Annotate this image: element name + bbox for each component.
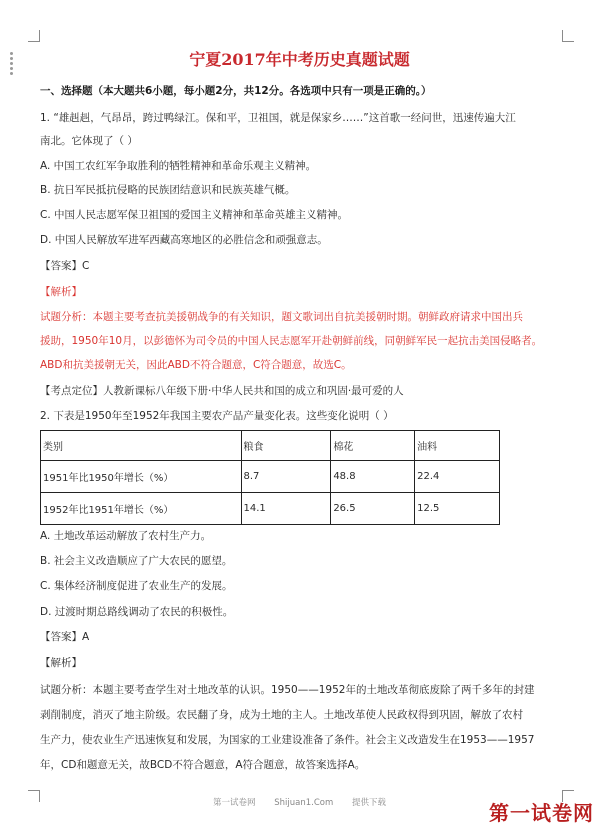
q2-option-d: D. 过渡时期总路线调动了农民的积极性。 bbox=[40, 606, 234, 618]
q2-option-b: B. 社会主义改造顺应了广大农民的愿望。 bbox=[40, 555, 233, 567]
table-cell: 1952年比1951年增长（%） bbox=[41, 493, 242, 525]
production-table bbox=[40, 430, 500, 525]
table-header-row bbox=[41, 431, 500, 461]
q1-option-a: A. 中国工农红军争取胜利的牺牲精神和革命乐观主义精神。 bbox=[40, 160, 317, 172]
page-title: 宁夏2017年中考历史真题试题 bbox=[189, 50, 410, 69]
q1-key-point: 【考点定位】人教新课标八年级下册·中华人民共和国的成立和巩固·最可爱的人 bbox=[40, 385, 404, 397]
q1-analysis-label: 【解析】 bbox=[40, 286, 82, 298]
table-header-cell: 油料 bbox=[415, 431, 500, 461]
q2-option-a: A. 土地改革运动解放了农村生产力。 bbox=[40, 530, 212, 542]
q2-analysis-line4: 年，CD和题意无关，故BCD不符合题意，A符合题意，故答案选择A。 bbox=[40, 759, 366, 771]
q1-answer: 【答案】C bbox=[40, 260, 90, 272]
q1-option-c: C. 中国人民志愿军保卫祖国的爱国主义精神和革命英雄主义精神。 bbox=[40, 209, 349, 221]
q1-option-b: B. 抗日军民抵抗侵略的民族团结意识和民族英雄气概。 bbox=[40, 184, 296, 196]
q2-analysis-line3: 生产力，使农业生产迅速恢复和发展，为国家的工业建设准备了条件。社会主义改造发生在1953——1957 bbox=[40, 734, 535, 746]
table-header-cell: 棉花 bbox=[331, 431, 415, 461]
table-header-cell: 类别 bbox=[41, 431, 242, 461]
q1-stem-line2: 南北。它体现了（ ） bbox=[40, 135, 138, 147]
brand-watermark: 第一试卷网 bbox=[489, 801, 594, 825]
q2-analysis-line1: 试题分析：本题主要考查学生对土地改革的认识。1950——1952年的土地改革彻底废除了两千多年的封建 bbox=[40, 684, 535, 696]
table-cell: 48.8 bbox=[331, 461, 415, 493]
table-cell: 8.7 bbox=[241, 461, 331, 493]
q1-analysis-line2: 援助，1950年10月，以彭德怀为司令员的中国人民志愿军开赴朝鲜前线，同朝鲜军民一起抗击美国侵略者。 bbox=[40, 335, 543, 347]
table-cell: 22.4 bbox=[415, 461, 500, 493]
table-cell: 1951年比1950年增长（%） bbox=[41, 461, 242, 493]
table-row bbox=[41, 461, 500, 493]
table-header-cell: 粮食 bbox=[241, 431, 331, 461]
footer-site-name: 第一试卷网 bbox=[213, 798, 256, 808]
q2-option-c: C. 集体经济制度促进了农业生产的发展。 bbox=[40, 580, 233, 592]
table-cell: 26.5 bbox=[331, 493, 415, 525]
q1-analysis-line3: ABD和抗美援朝无关，因此ABD不符合题意，C符合题意，故选C。 bbox=[40, 359, 352, 371]
crop-mark-top-left bbox=[28, 30, 40, 42]
table-cell: 14.1 bbox=[241, 493, 331, 525]
q1-stem-line1: 1. “雄赳赳，气昂昂，跨过鸭绿江。保和平，卫祖国，就是保家乡……”这首歌一经问世，迅速传遍大江 bbox=[40, 112, 516, 124]
table-row bbox=[41, 493, 500, 525]
q2-answer: 【答案】A bbox=[40, 631, 90, 643]
section-heading: 一、选择题（本大题共6小题，每小题2分，共12分。各选项中只有一项是正确的。） bbox=[40, 85, 432, 97]
q2-analysis-line2: 剥削制度，消灭了地主阶级。农民翻了身，成为土地的主人。土地改革使人民政权得到巩固，解放了农村 bbox=[40, 709, 523, 721]
q1-analysis-line1: 试题分析：本题主要考查抗美援朝战争的有关知识，题文歌词出自抗美援朝时期。朝鲜政府请求中国出兵 bbox=[40, 311, 523, 323]
footer-site-url[interactable]: Shijuan1.Com bbox=[274, 798, 334, 808]
crop-mark-top-right bbox=[562, 30, 574, 42]
q2-stem: 2. 下表是1950年至1952年我国主要农产品产量变化表。这些变化说明（ ） bbox=[40, 410, 394, 422]
table-cell: 12.5 bbox=[415, 493, 500, 525]
q2-analysis-label: 【解析】 bbox=[40, 657, 82, 669]
q1-option-d: D. 中国人民解放军进军西藏高寒地区的必胜信念和顽强意志。 bbox=[40, 234, 328, 246]
footer-download-text: 提供下载 bbox=[351, 798, 386, 808]
